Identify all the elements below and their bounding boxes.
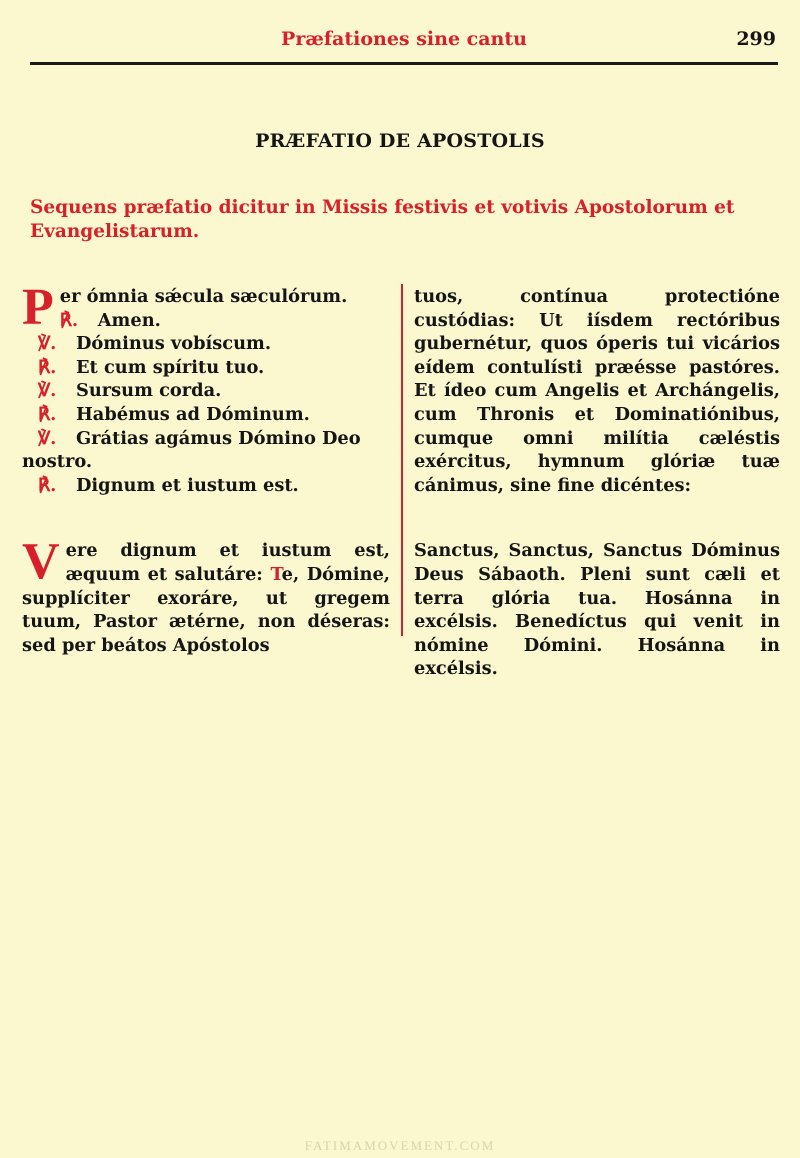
dialogue-text: Amen. (97, 309, 161, 331)
dialogue (22, 279, 390, 497)
sanctus: Sanctus, Sanctus, Sanctus Dóminus Deus Sábaoth. Pleni sunt cæli et terra glória tua. Hosánna in excélsis. Benedíctus qui venit in nómine Dómini. Hosánna in excélsis. (414, 540, 780, 680)
dialogue-first-block (22, 279, 390, 336)
page-title: PRÆFATIO DE APOSTOLIS (255, 130, 545, 152)
dialogue-text: Dóminus vobíscum. (76, 333, 272, 355)
dialogue-line-4 (22, 379, 390, 403)
response-icon: ℟. (38, 403, 57, 425)
dialogue-line-6 (22, 427, 390, 451)
dialogue-line-3 (22, 356, 390, 380)
versicle-icon: ℣. (38, 333, 57, 355)
dialogue-text: er ómnia sǽcula sæculórum. (59, 286, 348, 307)
preface-text-cont: e, Dómine, supplíciter exoráre, ut gregem tuum, Pastor ætérne, non déseras: sed per beátos Apóstolos (22, 563, 390, 656)
dialogue-line-1 (22, 309, 390, 333)
left-column (22, 279, 390, 657)
preface-continuation: tuos, contínua protectióne custódias: Ut iísdem rectóribus gubernétur, quos óperis tui vicários eídem contulísti præésse pastóres. Et ídeo cum Angelis et Archángelis, cum Thronis et Dominatiónibus, cumque omni milítia cæléstis exércitus, hymnum glóriæ tuæ cánimus, sine fine dicéntes: (414, 286, 780, 496)
dialogue-text: Habémus ad Dóminum. (76, 403, 310, 425)
response-icon: ℟. (59, 309, 79, 331)
versicle-icon: ℣. (38, 380, 57, 402)
dialogue-line-0 (22, 285, 390, 309)
red-initial-t: T (270, 563, 282, 585)
response-icon: ℟. (38, 474, 57, 496)
response-icon: ℟. (38, 356, 57, 378)
dialogue-text: nostro. (22, 451, 93, 473)
dialogue-line-2 (22, 332, 390, 356)
dialogue-line-7 (22, 450, 390, 474)
dialogue-text: Grátias agámus Dómino Deo (76, 427, 361, 449)
dialogue-line-8 (22, 474, 390, 498)
right-column (414, 285, 780, 681)
dialogue-line-5 (22, 403, 390, 427)
page-header (30, 28, 778, 65)
rubric: Sequens præfatio dicitur in Missis festivis et votivis Apostolorum et Evangelistarum. (30, 197, 735, 242)
preface-opening (22, 533, 390, 657)
dropcap-p: P (22, 279, 54, 336)
dialogue-text: Et cum spíritu tuo. (76, 356, 265, 378)
versicle-icon: ℣. (38, 427, 57, 449)
watermark: FATIMAMOVEMENT.COM (304, 1138, 496, 1153)
page-number: 299 (736, 28, 776, 50)
dropcap-v: V (22, 533, 60, 591)
preface-text: ere dignum et iustum est, æquum et salutáre: (65, 540, 390, 585)
column-divider (401, 284, 403, 636)
running-title: Præfationes sine cantu (281, 28, 527, 50)
dialogue-text: Sursum corda. (76, 380, 222, 402)
dialogue-text: Dignum et iustum est. (76, 474, 299, 496)
